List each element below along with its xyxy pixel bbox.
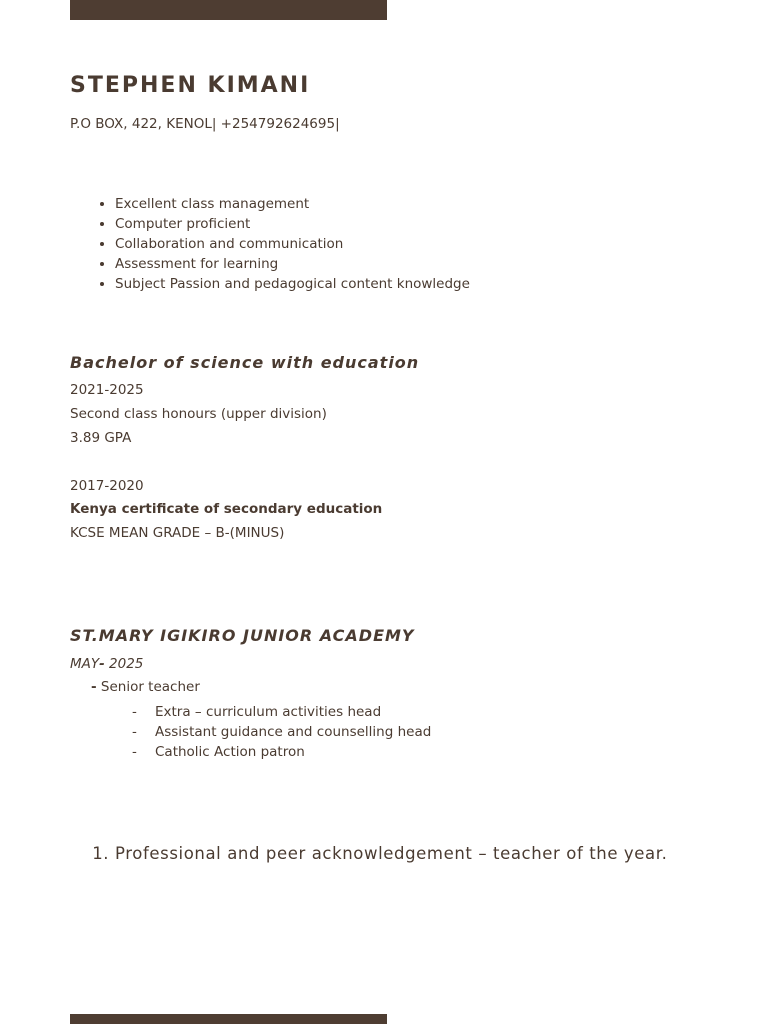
employment-date-year: 2025 (104, 656, 144, 672)
award-item: 1. Professional and peer acknowledgement – teacher of the year. (115, 842, 705, 866)
duty-item: - Extra – curriculum activities head (132, 702, 431, 722)
skill-item: • Excellent class management (115, 194, 470, 214)
secondary-grade: KCSE MEAN GRADE – B-(MINUS) (70, 525, 285, 541)
duty-item: - Catholic Action patron (132, 742, 431, 762)
contact-info: P.O BOX, 422, KENOL| +254792624695| (70, 116, 340, 132)
job-role-dash: - (91, 679, 97, 695)
secondary-title: Kenya certificate of secondary education (70, 501, 383, 517)
skill-item: • Collaboration and communication (115, 234, 470, 254)
header-accent-bar (70, 0, 387, 20)
skill-item: • Computer proficient (115, 214, 470, 234)
job-role (91, 678, 200, 696)
employment-date-month: MAY (70, 656, 100, 672)
footer-accent-bar (70, 1014, 387, 1024)
skill-item: • Assessment for learning (115, 254, 470, 274)
degree-gpa: 3.89 GPA (70, 430, 132, 446)
employment-date-dash: - (99, 656, 105, 672)
employment-date (70, 655, 143, 673)
skill-item: • Subject Passion and pedagogical content knowledge (115, 274, 470, 294)
candidate-name: STEPHEN KIMANI (70, 73, 311, 98)
job-role-title: Senior teacher (96, 679, 200, 695)
employer-name: ST.MARY IGIKIRO JUNIOR ACADEMY (70, 626, 415, 645)
degree-title: Bachelor of science with education (70, 353, 420, 372)
skills-list (70, 194, 470, 294)
degree-years: 2021-2025 (70, 382, 144, 398)
duties-list (132, 702, 431, 762)
degree-classification: Second class honours (upper division) (70, 406, 327, 422)
awards-list (70, 842, 705, 866)
secondary-years: 2017-2020 (70, 478, 144, 494)
duty-item: - Assistant guidance and counselling head (132, 722, 431, 742)
